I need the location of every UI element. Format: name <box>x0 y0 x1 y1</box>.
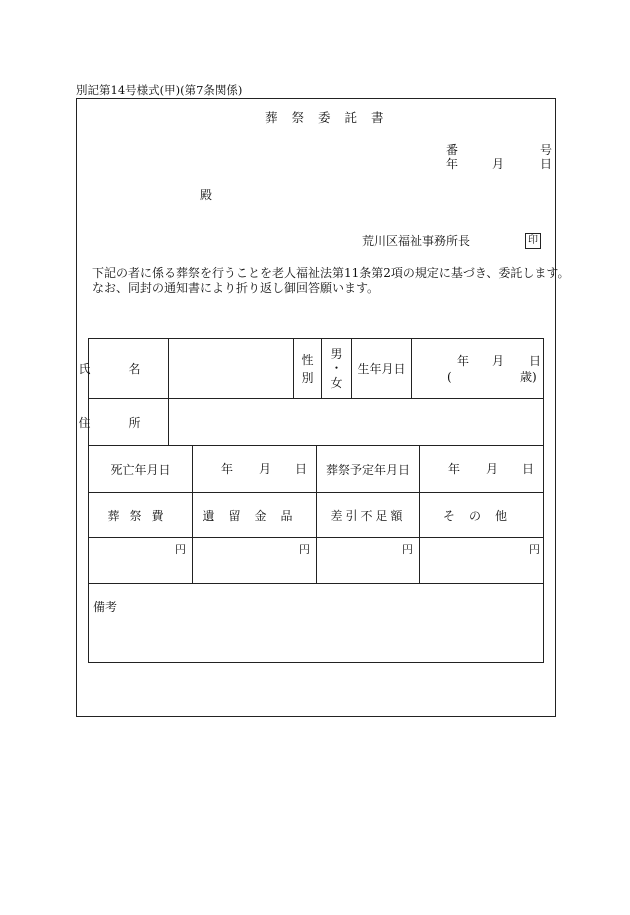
body-text-line-1: 下記の者に係る葬祭を行うことを老人福祉法第11条第2項の規定に基づき、委託します。 <box>92 266 570 280</box>
death-date-field[interactable] <box>193 446 316 492</box>
other-header: その他 <box>442 508 521 523</box>
date-month-label: 月 <box>492 157 505 171</box>
death-day-label: 日 <box>295 462 308 476</box>
sex-label <box>294 339 321 398</box>
address-field[interactable] <box>169 399 544 445</box>
yen-unit: 円 <box>175 543 186 556</box>
funeral-date-field[interactable] <box>420 446 544 492</box>
number-label-ban: 番 <box>446 143 459 157</box>
yen-unit: 円 <box>299 543 310 556</box>
form-number-note: 別記第14号様式(甲)(第7条関係) <box>76 83 243 97</box>
sex-label-bottom: 別 <box>301 370 314 385</box>
sex-options[interactable] <box>322 339 351 398</box>
remarks-label: 備考 <box>93 600 118 614</box>
sex-option-dot: ・ <box>330 361 343 376</box>
deceased-info-table <box>78 338 544 663</box>
address-label: 住所 <box>78 415 179 430</box>
document-title: 葬祭委託書 <box>265 110 398 125</box>
birth-year-label: 年 <box>457 354 470 368</box>
other-amount[interactable] <box>420 538 544 583</box>
date-day-label: 日 <box>540 157 553 171</box>
addressee-honorific: 殿 <box>200 188 213 202</box>
death-date-label: 死亡年月日 <box>110 462 171 477</box>
name-field[interactable] <box>169 339 293 398</box>
body-text-line-2: なお、同封の通知書により折り返し御回答願います。 <box>92 281 380 295</box>
funeral-cost-header: 葬祭費 <box>107 508 174 523</box>
shortfall-amount[interactable] <box>317 538 419 583</box>
birth-date-label: 生年月日 <box>357 362 406 376</box>
yen-unit: 円 <box>529 543 540 556</box>
funeral-month-label: 月 <box>486 462 499 476</box>
birth-month-label: 月 <box>492 354 505 368</box>
age-open-paren: ( <box>447 370 452 384</box>
yen-unit: 円 <box>402 543 413 556</box>
sex-option-male[interactable]: 男 <box>330 346 343 361</box>
funeral-year-label: 年 <box>448 462 461 476</box>
issuer-name: 荒川区福祉事務所長 <box>362 234 471 248</box>
remarks-field[interactable] <box>89 584 544 663</box>
funeral-day-label: 日 <box>522 462 535 476</box>
death-year-label: 年 <box>221 462 234 476</box>
funeral-cost-amount[interactable] <box>89 538 192 583</box>
seal-box: 印 <box>525 233 541 249</box>
age-close-label: 歳) <box>520 370 537 384</box>
funeral-date-label: 葬祭予定年月日 <box>325 462 410 477</box>
birth-date-field[interactable] <box>412 339 544 398</box>
estate-goods-header: 遺留金品 <box>202 508 307 523</box>
death-month-label: 月 <box>259 462 272 476</box>
birth-day-label: 日 <box>529 354 542 368</box>
shortfall-header: 差引不足額 <box>330 508 406 523</box>
sex-label-top: 性 <box>301 352 314 367</box>
sex-option-female[interactable]: 女 <box>330 375 343 390</box>
estate-goods-amount[interactable] <box>193 538 316 583</box>
date-year-label: 年 <box>446 157 459 171</box>
name-label: 氏名 <box>78 362 179 376</box>
number-label-go: 号 <box>540 143 553 157</box>
